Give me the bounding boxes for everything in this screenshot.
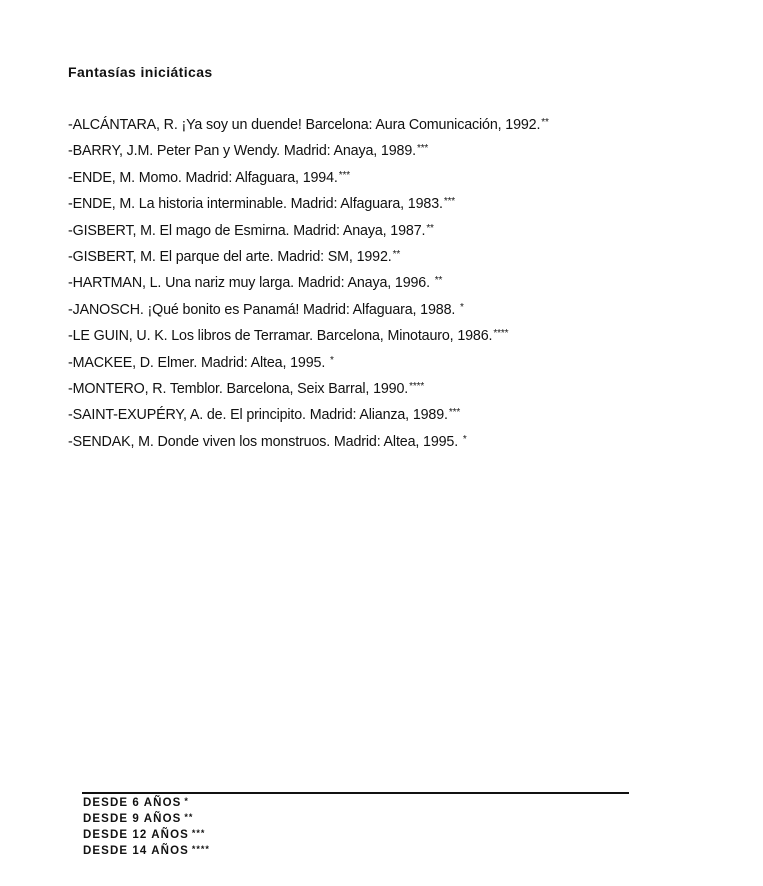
age-rating-stars: **** [493,328,509,340]
bibliography-entry [68,137,738,163]
legend-item [83,810,210,826]
legend-label: DESDE 9 AÑOS [83,813,182,825]
legend-label: DESDE 6 AÑOS [83,797,182,809]
bibliography-entry [68,269,738,295]
entry-text: -ENDE, M. La historia interminable. Madrid: Alfaguara, 1983. [68,196,443,213]
age-rating-stars: ** [392,249,401,261]
legend-stars: *** [191,828,206,838]
bibliography-entry [68,243,738,269]
bibliography-entry [68,164,738,190]
legend-stars: **** [191,844,210,854]
entry-text: -SENDAK, M. Donde viven los monstruos. Madrid: Altea, 1995. [68,433,462,450]
legend-stars: * [184,796,189,806]
bibliography-list [68,111,738,454]
age-rating-stars: ** [434,275,443,287]
age-rating-stars: *** [443,196,456,208]
entry-text: -MACKEE, D. Elmer. Madrid: Altea, 1995. [68,354,329,371]
bibliography-entry [68,401,738,427]
entry-text: -ALCÁNTARA, R. ¡Ya soy un duende! Barcelona: Aura Comunicación, 1992. [68,117,541,133]
age-rating-stars: **** [409,381,425,393]
age-rating-stars: * [462,433,467,445]
age-rating-stars: *** [448,407,461,419]
entry-text: -LE GUIN, U. K. Los libros de Terramar. Barcelona, Minotauro, 1986. [68,328,493,345]
legend-item [83,826,210,842]
bibliography-entry [68,428,738,454]
age-legend [83,794,210,858]
bibliography-entry [68,349,738,375]
entry-text: -JANOSCH. ¡Qué bonito es Panamá! Madrid: Alfaguara, 1988. [68,301,460,318]
entry-text: -MONTERO, R. Temblor. Barcelona, Seix Barral, 1990. [68,381,409,398]
entry-text: -SAINT-EXUPÉRY, A. de. El principito. Madrid: Alianza, 1989. [68,407,448,424]
bibliography-entry [68,111,738,137]
bibliography-entry [68,296,738,322]
age-rating-stars: ** [426,222,434,234]
legend-label: DESDE 14 AÑOS [83,845,189,857]
bibliography-entry [68,190,738,216]
entry-text: -GISBERT, M. El mago de Esmirna. Madrid: Anaya, 1987. [68,222,426,239]
entry-text: -BARRY, J.M. Peter Pan y Wendy. Madrid: Anaya, 1989. [68,143,416,160]
section-title: Fantasías iniciáticas [68,64,213,80]
entry-text: -GISBERT, M. El parque del arte. Madrid: SM, 1992. [68,249,392,266]
age-rating-stars: * [329,354,334,366]
legend-label: DESDE 12 AÑOS [83,829,189,841]
entry-text: -ENDE, M. Momo. Madrid: Alfaguara, 1994. [68,169,338,186]
age-rating-stars: ** [541,117,549,128]
bibliography-entry [68,217,738,243]
legend-item [83,842,210,858]
age-rating-stars: * [460,301,464,313]
bibliography-entry [68,375,738,401]
age-rating-stars: *** [416,143,429,155]
legend-item [83,794,210,810]
bibliography-entry [68,322,738,348]
age-rating-stars: *** [338,169,350,181]
legend-stars: ** [184,812,194,822]
entry-text: -HARTMAN, L. Una nariz muy larga. Madrid: Anaya, 1996. [68,275,434,292]
